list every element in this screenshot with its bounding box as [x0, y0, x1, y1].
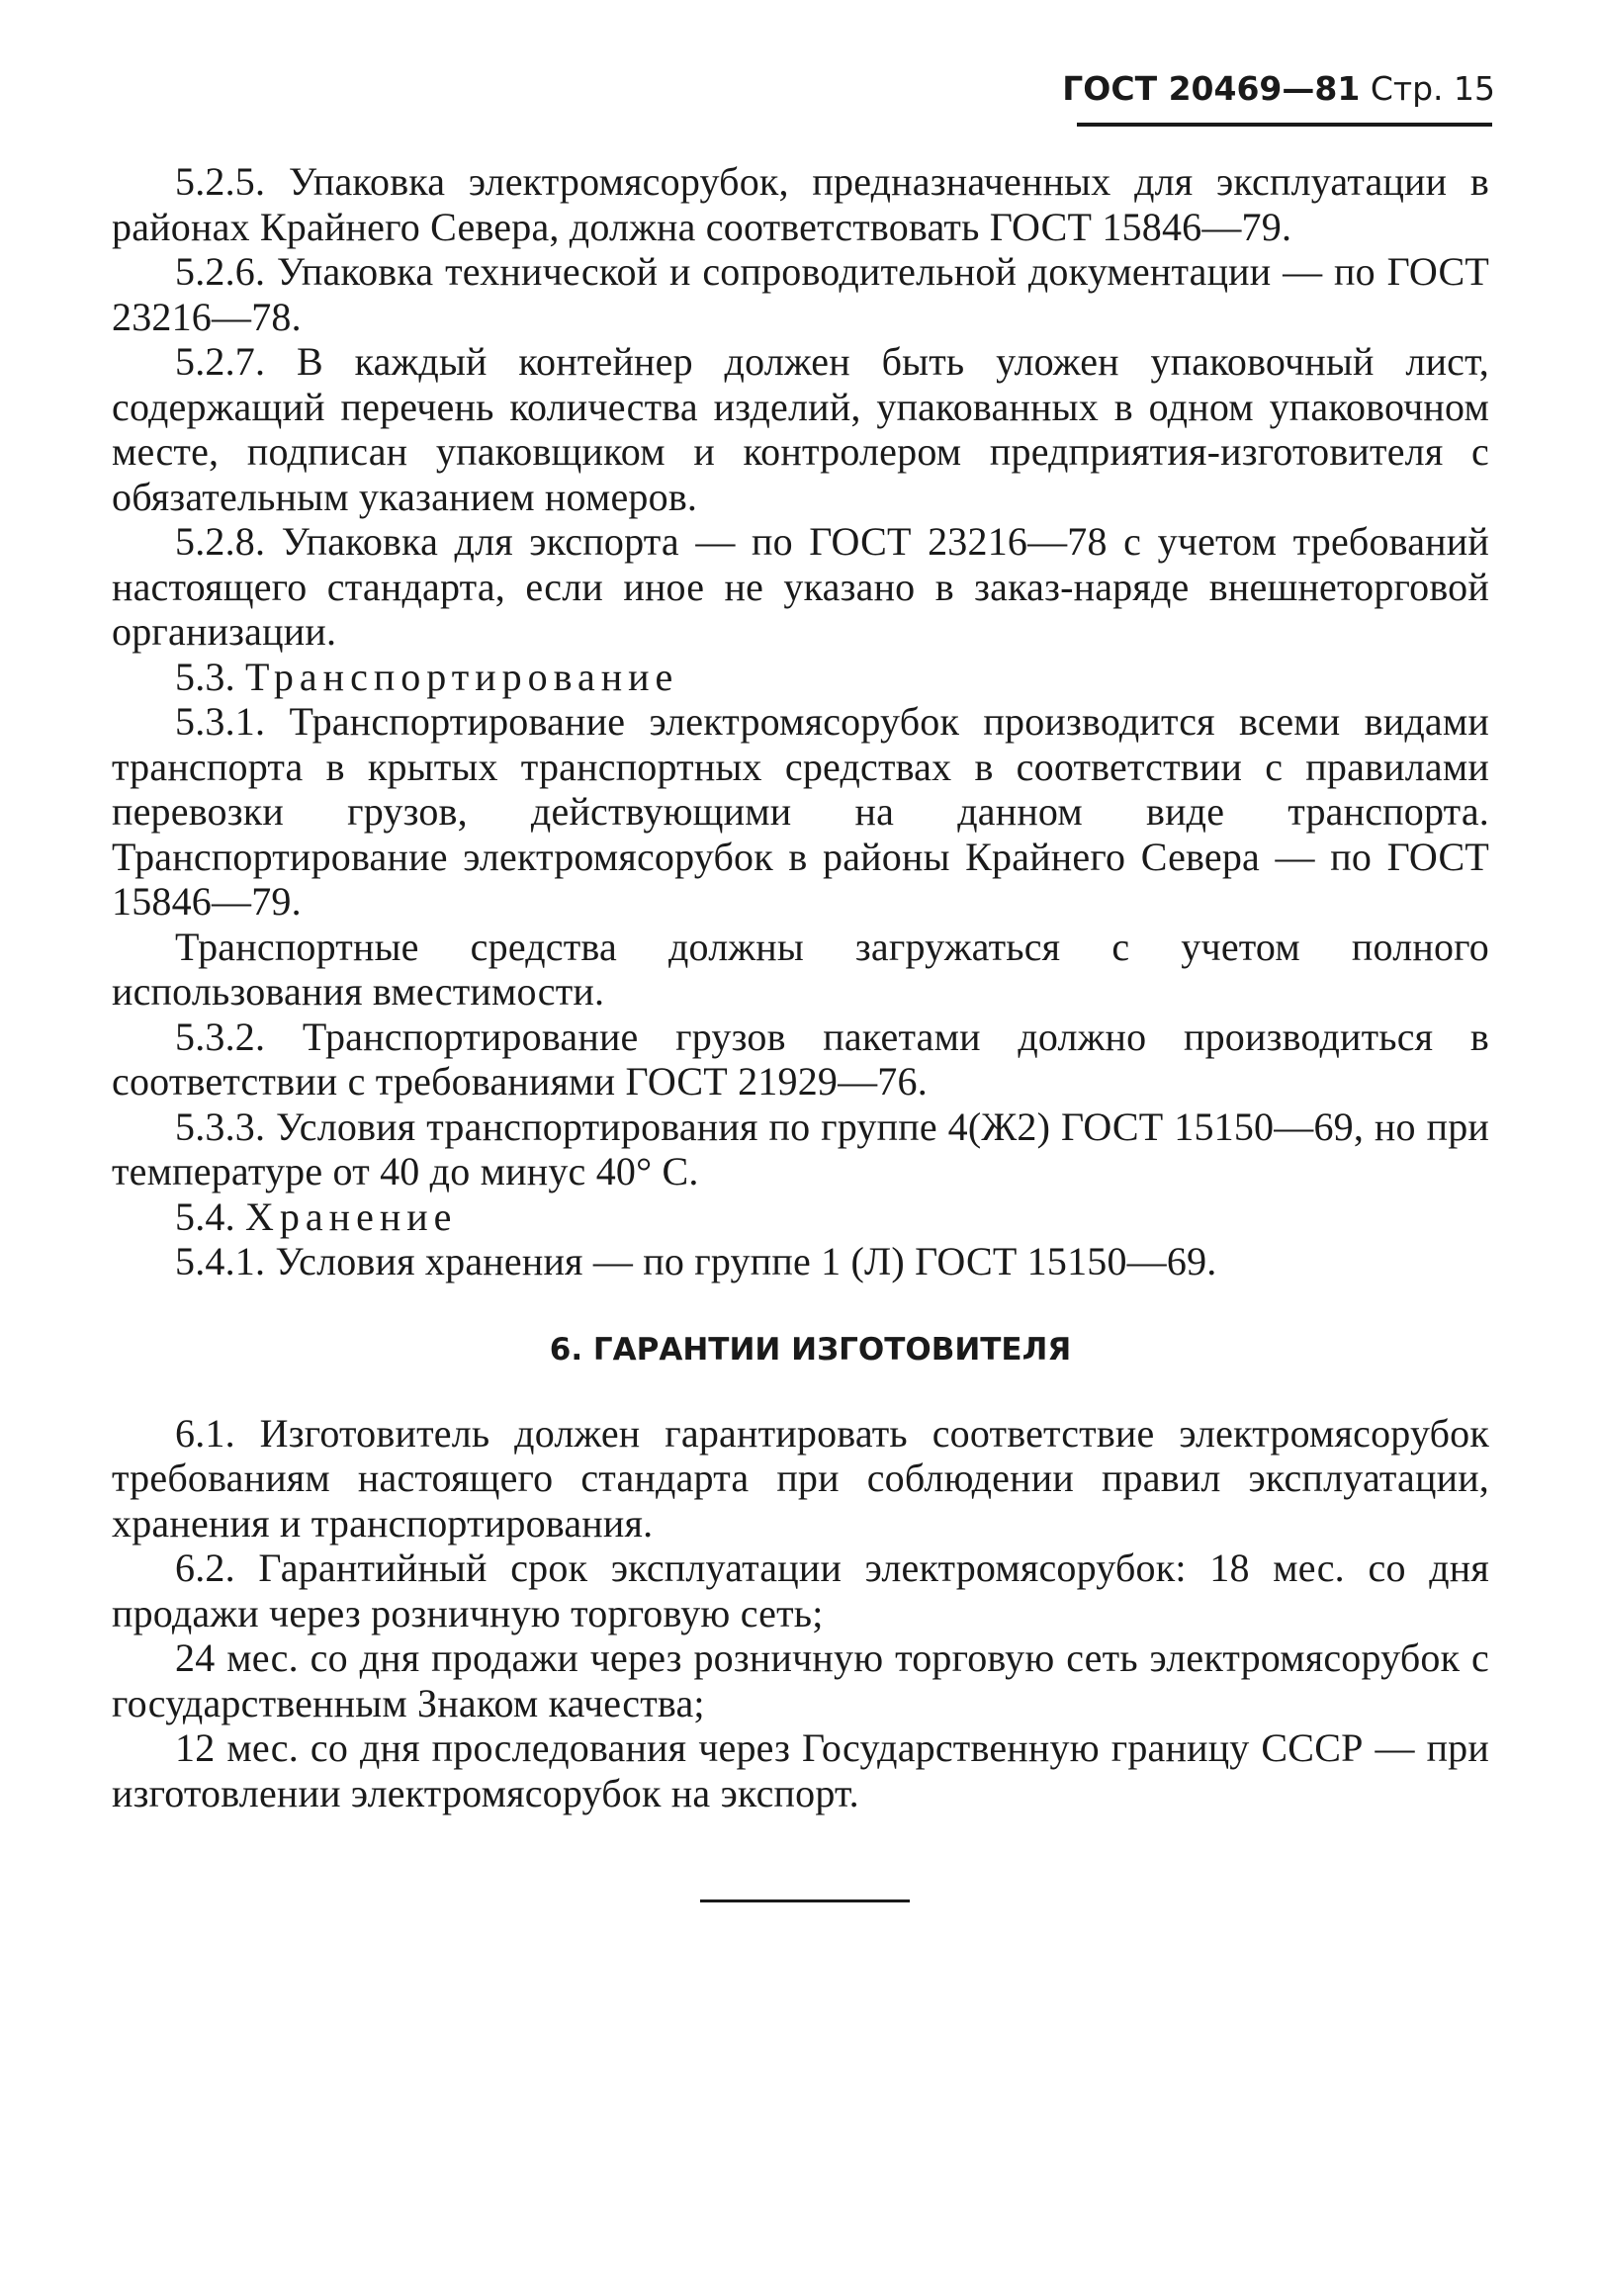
subheading-transport [112, 655, 1489, 700]
paragraph-5-3-1: 5.3.1. Транспортирование электромясорубок производится всеми видами транспорта в крытых транспортных средствах в соответствии с правилами перевозки грузов, действующими на данном виде транспорта. Транспортирование электромясорубок в районы Крайнего Севера — по ГОСТ 15846—79. [112, 699, 1489, 924]
end-of-text-rule [700, 1899, 910, 1902]
paragraph-5-3-2: 5.3.2. Транспортирование грузов пакетами должно производиться в соответствии с требованиями ГОСТ 21929—76. [112, 1014, 1489, 1104]
paragraph-5-3-3: 5.3.3. Условия транспортирования по группе 4(Ж2) ГОСТ 15150—69, но при температуре от 40 до минус 40° С. [112, 1104, 1489, 1193]
section-6-heading: 6. ГАРАНТИИ ИЗГОТОВИТЕЛЯ [549, 1331, 1072, 1368]
subheading-storage-number: 5.4. [175, 1193, 235, 1239]
paragraph-6-2-quality-mark: 24 мес. со дня продажи через розничную торговую сеть электромясорубок с государственным Знаком качества; [112, 1635, 1489, 1725]
paragraph-6-1: 6.1. Изготовитель должен гарантировать соответствие электромясорубок требованиям настоящего стандарта при соблюдении правил эксплуатации, хранения и транспортирования. [112, 1410, 1489, 1545]
subheading-storage [112, 1194, 1489, 1240]
subheading-transport-title: Транспортирование [245, 654, 679, 699]
paragraph-5-4-1: 5.4.1. Условия хранения — по группе 1 (Л) ГОСТ 15150—69. [175, 1239, 1217, 1283]
paragraph-5-2-7: 5.2.7. В каждый контейнер должен быть уложен упаковочный лист, содержащий перечень количества изделий, упакованных в одном упаковочном месте, подписан упаковщиком и контролером предприятия-изготовителя с обязательным указанием номеров. [112, 339, 1489, 519]
header-rule [1077, 123, 1492, 127]
page-header [1062, 69, 1495, 108]
subheading-transport-number: 5.3. [175, 654, 235, 699]
page-number: Стр. 15 [1370, 69, 1495, 108]
paragraph-5-2-6: 5.2.6. Упаковка технической и сопроводительной документации — по ГОСТ 23216—78. [112, 249, 1489, 339]
paragraph-6-2: 6.2. Гарантийный срок эксплуатации электромясорубок: 18 мес. со дня продажи через розничную торговую сеть; [112, 1545, 1489, 1635]
paragraph-transport-vehicles: Транспортные средства должны загружаться с учетом полного использования вместимости. [112, 924, 1489, 1014]
document-number: ГОСТ 20469—81 [1062, 69, 1361, 108]
subheading-storage-title: Хранение [245, 1193, 458, 1239]
paragraph-5-2-5: 5.2.5. Упаковка электромясорубок, предназначенных для эксплуатации в районах Крайнего Севера, должна соответствовать ГОСТ 15846—79. [112, 159, 1489, 249]
paragraph-6-2-export: 12 мес. со дня проследования через Государственную границу СССР — при изготовлении электромясорубок на экспорт. [112, 1725, 1489, 1815]
page-body [112, 159, 1489, 1815]
paragraph-5-2-8: 5.2.8. Упаковка для экспорта — по ГОСТ 23216—78 с учетом требований настоящего стандарта, если иное не указано в заказ-наряде внешнеторговой организации. [112, 519, 1489, 654]
